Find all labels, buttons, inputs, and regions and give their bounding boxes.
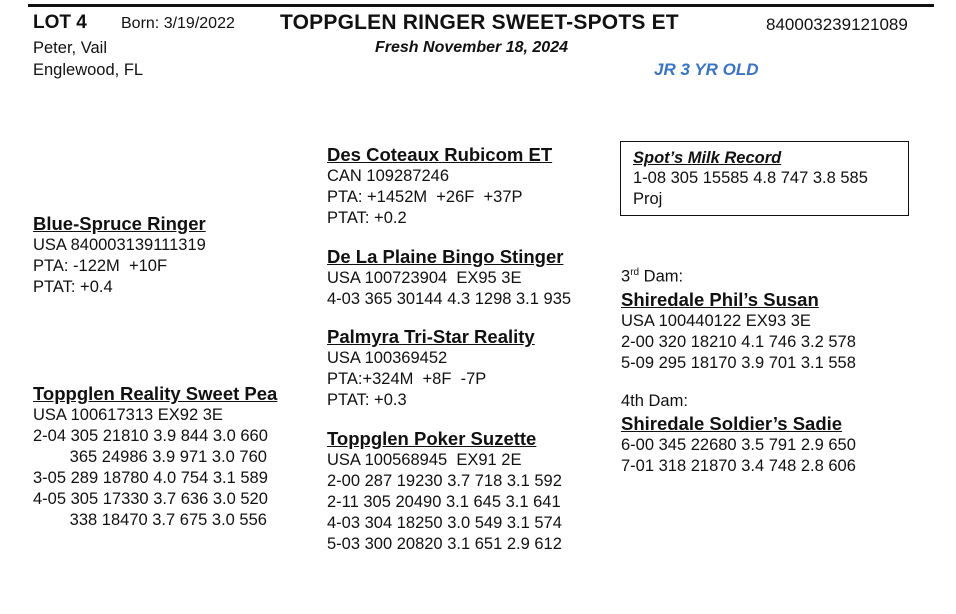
- dam-sire-line: PTAT: +0.3: [327, 391, 407, 409]
- milk-record-box: [620, 141, 909, 216]
- dam-dam-block: [327, 427, 562, 555]
- sire-dam-name: De La Plaine Bingo Stinger: [327, 246, 564, 267]
- third-dam-line: USA 100440122 EX93 3E: [621, 311, 811, 330]
- sire-line: USA 840003139111319: [33, 236, 206, 254]
- milk-record-title: Spot’s Milk Record: [633, 149, 782, 167]
- dam-line: 338 18470 3.7 675 3.0 556: [33, 511, 267, 529]
- registration-number: 840003239121089: [766, 15, 908, 34]
- fourth-dam-name: Shiredale Soldier’s Sadie: [621, 413, 843, 434]
- sire-line: PTAT: +0.4: [33, 278, 113, 296]
- owner-location: Englewood, FL: [33, 61, 144, 79]
- dam-line: USA 100617313 EX92 3E: [33, 406, 223, 424]
- dam-dam-line: USA 100568945 EX91 2E: [327, 451, 522, 469]
- dam-sire-name: Palmyra Tri-Star Reality: [327, 326, 535, 347]
- sire-sire-line: CAN 109287246: [327, 167, 450, 185]
- fourth-dam-line: 6-00 345 22680 3.5 791 2.9 650: [621, 436, 856, 454]
- dam-dam-line: 2-00 287 19230 3.7 718 3.1 592: [327, 472, 562, 490]
- sire-dam-line: USA 100723904 EX95 3E: [327, 269, 522, 287]
- sire-sire-line: PTAT: +0.2: [327, 209, 407, 227]
- lot-number: LOT 4: [33, 12, 87, 33]
- third-dam-label: 3rd Dam:: [621, 267, 684, 286]
- dam-dam-line: 5-03 300 20820 3.1 651 2.9 612: [327, 535, 562, 553]
- milk-record-line: 1-08 305 15585 4.8 747 3.8 585: [633, 169, 868, 187]
- dam-line: 4-05 305 17330 3.7 636 3.0 520: [33, 490, 268, 508]
- sire-dam-block: [327, 245, 571, 310]
- dam-line: 365 24986 3.9 971 3.0 760: [33, 448, 267, 466]
- fourth-dam-line: 7-01 318 21870 3.4 748 2.8 606: [621, 457, 856, 475]
- dam-sire-line: USA 100369452: [327, 349, 448, 367]
- page-title: TOPPGLEN RINGER SWEET-SPOTS ET: [280, 11, 679, 34]
- third-dam-name: Shiredale Phil’s Susan: [621, 288, 819, 310]
- third-dam-block: [621, 262, 856, 374]
- dam-sire-block: [327, 325, 535, 411]
- sire-sire-name: Des Coteaux Rubicom ET: [327, 144, 553, 165]
- dam-line: 2-04 305 21810 3.9 844 3.0 660: [33, 427, 268, 445]
- sire-sire-block: [327, 143, 552, 229]
- third-dam-line: 2-00 320 18210 4.1 746 3.2 578: [621, 332, 856, 351]
- dam-sire-line: PTA:+324M +8F -7P: [327, 370, 487, 388]
- sire-dam-line: 4-03 365 30144 4.3 1298 3.1 935: [327, 290, 572, 308]
- third-dam-line: 5-09 295 18170 3.9 701 3.1 558: [621, 353, 856, 372]
- fourth-dam-block: [621, 391, 856, 477]
- fresh-date: Fresh November 18, 2024: [375, 39, 568, 56]
- sire-sire-line: PTA: +1452M +26F +37P: [327, 188, 523, 206]
- top-rule: [28, 4, 934, 7]
- dam-line: 3-05 289 18780 4.0 754 3.1 589: [33, 469, 268, 487]
- sire-name: Blue-Spruce Ringer: [33, 213, 206, 234]
- dam-dam-name: Toppglen Poker Suzette: [327, 428, 537, 449]
- dam-dam-line: 2-11 305 20490 3.1 645 3.1 641: [327, 493, 561, 511]
- milk-record-line: Proj: [633, 190, 663, 208]
- class-label: JR 3 YR OLD: [654, 60, 759, 79]
- birth-date: Born: 3/19/2022: [121, 15, 235, 32]
- fourth-dam-label: 4th Dam:: [621, 392, 688, 410]
- dam-name: Toppglen Reality Sweet Pea: [33, 383, 278, 404]
- owner-name: Peter, Vail: [33, 39, 107, 57]
- dam-block: [33, 382, 277, 531]
- sire-line: PTA: -122M +10F: [33, 257, 168, 275]
- sire-block: [33, 212, 206, 298]
- dam-dam-line: 4-03 304 18250 3.0 549 3.1 574: [327, 514, 562, 532]
